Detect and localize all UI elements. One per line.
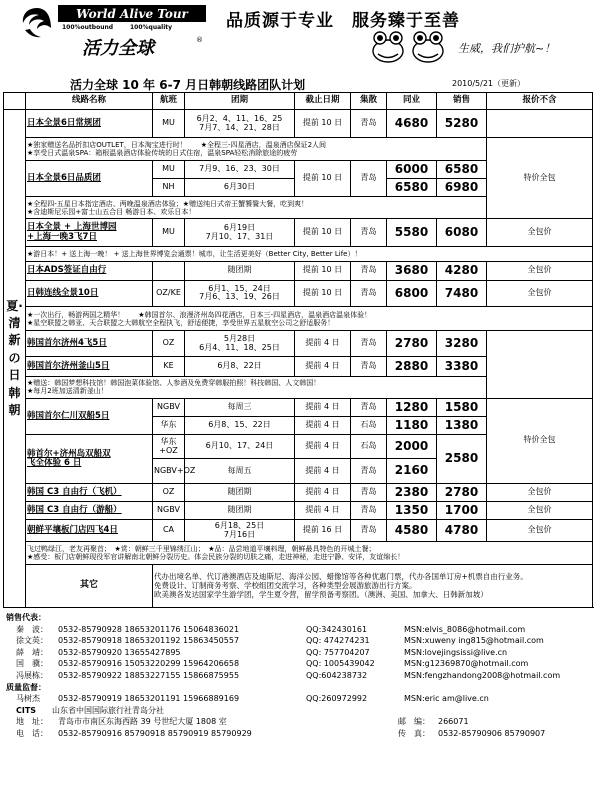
dates bbox=[185, 520, 295, 542]
gather: 青岛 bbox=[351, 219, 387, 247]
phone-row bbox=[6, 728, 590, 740]
route-name: 日韩连线全景10日 bbox=[26, 280, 153, 306]
rep-name: 徐文英： bbox=[16, 636, 48, 646]
peer-price: 2000 bbox=[387, 435, 437, 459]
retail-price: 6580 bbox=[437, 160, 487, 178]
retail-price: 2580 bbox=[437, 435, 487, 483]
excludes: 全包价 bbox=[487, 520, 593, 542]
table-row bbox=[4, 261, 593, 280]
company-en: CITS bbox=[16, 705, 37, 715]
retail-price: 4780 bbox=[437, 520, 487, 542]
date-line: 5月28日 bbox=[223, 334, 256, 344]
zip-label: 邮 编： bbox=[398, 717, 430, 727]
col-flight: 航班 bbox=[153, 93, 185, 110]
deadline: 提前 4 日 bbox=[295, 331, 351, 357]
route-name: 朝鲜平壤板门店四飞4日 bbox=[26, 520, 153, 542]
dates bbox=[185, 219, 295, 247]
rep-phones: 0532-85790922 18853227155 15866875955 bbox=[58, 670, 240, 680]
peer-price: 4680 bbox=[387, 110, 437, 138]
retail-price: 4280 bbox=[437, 261, 487, 280]
retail-price: 7480 bbox=[437, 280, 487, 306]
contacts bbox=[6, 612, 590, 740]
company-cn: 山东省中国国际旅行社青岛分社 bbox=[52, 705, 164, 715]
peer-price: 5580 bbox=[387, 219, 437, 247]
flight: MU bbox=[153, 219, 185, 247]
route-note bbox=[26, 196, 487, 218]
rep-name: 薛 靖： bbox=[16, 647, 48, 657]
rep-qq: QQ: 474274231 bbox=[306, 636, 370, 646]
table-row bbox=[4, 138, 593, 160]
rep-msn: MSN:elvis_8086@hotmail.com bbox=[404, 624, 526, 634]
note-line: ★含迪斯尼乐园+富士山五合目 畅游日本、欢乐日本！ bbox=[27, 207, 196, 216]
supervisor-msn: MSN:eric am@live.cn bbox=[404, 694, 489, 704]
dates: 6月8、15、22日 bbox=[185, 417, 295, 435]
sales-rep bbox=[6, 658, 590, 670]
update-date: 2010/5/21（更新） bbox=[452, 79, 526, 88]
deadline: 提前 4 日 bbox=[295, 435, 351, 459]
peer-price: 1280 bbox=[387, 398, 437, 416]
route-name bbox=[26, 435, 153, 483]
other-label: 其它 bbox=[26, 565, 153, 608]
registered-mark: ® bbox=[196, 36, 203, 44]
brand-quality: 100%quality bbox=[130, 24, 173, 31]
flight: MU bbox=[153, 160, 185, 178]
col-gather: 集散 bbox=[351, 93, 387, 110]
dates bbox=[185, 280, 295, 306]
gather: 青岛 bbox=[351, 280, 387, 306]
peer-price: 1180 bbox=[387, 417, 437, 435]
excludes bbox=[487, 331, 593, 399]
note-line: ★全程四-五星日本指定酒店、两晚温泉酒店体验；★赠送纯日式帝王蟹饕餮大餐，吃到爽！ bbox=[27, 199, 309, 208]
deadline: 提前 16 日 bbox=[295, 520, 351, 542]
excludes bbox=[487, 110, 593, 138]
rep-phones: 0532-85790918 18653201192 15863450557 bbox=[58, 636, 240, 646]
supervisor-phones: 0532-85790919 18653201191 15966889169 bbox=[58, 694, 240, 704]
deadline: 提前 10 日 bbox=[295, 110, 351, 138]
peer-price: 6580 bbox=[387, 178, 437, 196]
note-line: ★游日本！+ 送上海一晚！ + 送上海世界博览会通票！城市，让生活更美好（Better City, Better Life）！ bbox=[27, 249, 362, 258]
dates: 7月9、16、23、30日 bbox=[185, 160, 295, 178]
retail-price: 6080 bbox=[437, 219, 487, 247]
deadline: 提前 4 日 bbox=[295, 417, 351, 435]
rep-phones: 0532-85790928 18653201176 15064836021 bbox=[58, 624, 240, 634]
table-row bbox=[4, 542, 593, 565]
gather: 青岛 bbox=[351, 160, 387, 196]
flight: OZ bbox=[153, 331, 185, 357]
note-line: ★赠送：韩国梦想科技馆！韩国泡菜体验馆、人参酒及免费穿韩服拍照！科技韩国、人文韩国！ bbox=[27, 379, 321, 388]
excludes: 全包价 bbox=[487, 483, 593, 501]
sales-title-row bbox=[6, 612, 590, 624]
excludes: 特价全包 bbox=[487, 138, 593, 219]
flight: 华东+OZ bbox=[153, 435, 185, 459]
deadline: 提前 10 日 bbox=[295, 219, 351, 247]
excludes: 全包价 bbox=[487, 280, 593, 306]
tour-schedule-table bbox=[3, 92, 593, 608]
retail-price: 1580 bbox=[437, 398, 487, 416]
peer-price: 1350 bbox=[387, 501, 437, 519]
table-row bbox=[4, 520, 593, 542]
dates: 随团期 bbox=[185, 261, 295, 280]
retail-price: 1700 bbox=[437, 501, 487, 519]
other-line: 代办出境名单、代订港澳酒店及迪斯尼、海洋公园、蜡像馆等各种优惠门票，代办各国单订房+机票自由行业务。 bbox=[154, 572, 528, 582]
col-retail: 销售 bbox=[437, 93, 487, 110]
rep-name: 秦 波： bbox=[16, 624, 48, 634]
flight: OZ/KE bbox=[153, 280, 185, 306]
rep-msn: MSN:xuweny ing815@hotmail.com bbox=[404, 636, 544, 646]
route-name-line: 飞全体验 6 日 bbox=[27, 457, 82, 468]
dates: 6月30日 bbox=[185, 178, 295, 196]
route-name: 韩国首尔济州4飞5日 bbox=[26, 331, 153, 357]
dates: 6月10、17、24日 bbox=[185, 435, 295, 459]
brand-en: World Alive Tour bbox=[58, 5, 206, 22]
route-name: 韩国 C3 自由行（游船） bbox=[26, 501, 153, 519]
table-row bbox=[4, 280, 593, 306]
deadline: 提前 4 日 bbox=[295, 398, 351, 416]
rep-msn: MSN:lovejingsissi@live.cn bbox=[404, 647, 508, 657]
table-row bbox=[4, 483, 593, 501]
table-row bbox=[4, 247, 593, 261]
route-name: 日本ADS签证自由行 bbox=[26, 261, 153, 280]
retail-price: 3280 bbox=[437, 331, 487, 357]
rep-qq: QQ:604238732 bbox=[306, 670, 368, 680]
other-services-row bbox=[4, 565, 593, 608]
fax-label: 传 真： bbox=[398, 728, 430, 738]
retail-price: 1380 bbox=[437, 417, 487, 435]
excludes: 特价全包 bbox=[487, 398, 593, 483]
peer-price: 2380 bbox=[387, 483, 437, 501]
deadline: 提前 4 日 bbox=[295, 483, 351, 501]
route-name-line: +上海一晚3飞7日 bbox=[27, 231, 97, 242]
gather: 青岛 bbox=[351, 261, 387, 280]
route-name-line: 日本全景 + 上海世博园 bbox=[27, 222, 117, 233]
gather: 青岛 bbox=[351, 459, 387, 483]
side-label-text: 夏·清新の日韩朝 bbox=[6, 298, 23, 418]
dates: 每周五 bbox=[185, 459, 295, 483]
peer-price: 2880 bbox=[387, 357, 437, 376]
dates: 每周三 bbox=[185, 398, 295, 416]
table-row bbox=[4, 219, 593, 247]
retail-price: 5280 bbox=[437, 110, 487, 138]
peer-price: 6800 bbox=[387, 280, 437, 306]
route-note bbox=[26, 376, 487, 398]
table-row bbox=[4, 398, 593, 416]
peer-price: 2160 bbox=[387, 459, 437, 483]
retail-price: 2780 bbox=[437, 483, 487, 501]
rep-phones: 0532-85790916 15053220299 15964206658 bbox=[58, 659, 240, 669]
rep-msn: MSN:fengzhandong2008@hotmail.com bbox=[404, 670, 561, 680]
route-name bbox=[26, 219, 153, 247]
note-line: ★享受日式温泉SPA：箱根温泉酒店体验传统的日式住宿，温泉SPA轻松消除旅途的疲劳 bbox=[27, 149, 298, 158]
gather: 石岛 bbox=[351, 417, 387, 435]
rep-qq: QQ: 757704207 bbox=[306, 647, 370, 657]
route-name: 韩国首尔仁川双船5日 bbox=[26, 398, 153, 434]
date-line: 6月1、15、24日 bbox=[208, 283, 271, 293]
flight: NH bbox=[153, 178, 185, 196]
deadline: 提前 10 日 bbox=[295, 160, 351, 196]
col-route: 线路名称 bbox=[26, 93, 153, 110]
tagline: 生威，我们护航~！ bbox=[458, 42, 556, 55]
retail-price: 6980 bbox=[437, 178, 487, 196]
col-dates: 团期 bbox=[185, 93, 295, 110]
flight bbox=[153, 261, 185, 280]
peer-price: 6000 bbox=[387, 160, 437, 178]
route-name-line: 韩首尔+济州岛双船双 bbox=[27, 448, 111, 459]
other-services bbox=[153, 565, 593, 608]
gather: 石岛 bbox=[351, 435, 387, 459]
fax: 0532-85790906 85790907 bbox=[438, 728, 546, 738]
date-line: 7月6、13、19、26日 bbox=[199, 292, 280, 302]
route-note bbox=[26, 306, 593, 330]
brand-outbound: 100%outbound bbox=[62, 24, 114, 31]
col-peer: 同业 bbox=[387, 93, 437, 110]
rep-msn: MSN:g12369870@hotmail.com bbox=[404, 659, 529, 669]
brand-cn: 活力全球 bbox=[82, 38, 154, 59]
note-line: ★感受：板门店朝鲜现役军官讲解南北朝鲜分裂历史。体会民族分裂的切肤之痛，走进神秘，走进宁静、安详，友谊绵长！ bbox=[27, 553, 405, 562]
date-line: 7月7、14、21、28日 bbox=[199, 122, 280, 132]
peer-price: 2780 bbox=[387, 331, 437, 357]
document-title: 活力全球 10 年 6-7 月日韩朝线路团队计划 bbox=[70, 78, 306, 92]
route-note bbox=[26, 138, 487, 160]
sales-rep bbox=[6, 624, 590, 636]
address: 青岛市市南区东海西路 39 号世纪大厦 1808 室 bbox=[58, 717, 227, 727]
gather: 青岛 bbox=[351, 520, 387, 542]
supervisor-row bbox=[6, 693, 590, 705]
flight: NGBV+OZ bbox=[153, 459, 185, 483]
flight: OZ bbox=[153, 483, 185, 501]
route-name: 韩国 C3 自由行（飞机） bbox=[26, 483, 153, 501]
dates bbox=[185, 331, 295, 357]
table-header bbox=[4, 93, 593, 110]
table-row bbox=[4, 110, 593, 138]
excludes: 全包价 bbox=[487, 219, 593, 247]
note-line: 飞过鸭绿江，老友再聚首； ★赏：朝鲜三千里锦绣江山； ★品：品尝地道平壤料理，朝鲜最具特色的开城土餐； bbox=[27, 545, 376, 554]
flight: MU bbox=[153, 110, 185, 138]
sales-rep bbox=[6, 635, 590, 647]
company-row bbox=[6, 705, 590, 717]
note-line: ★星空联盟之韩亚、天合联盟之大韩航空全程执飞，舒适便捷，享受世界五星航空公司之舒适服务！ bbox=[27, 318, 335, 327]
col-excludes: 报价不含 bbox=[487, 93, 593, 110]
excludes: 全包价 bbox=[487, 501, 593, 519]
address-label: 地 址： bbox=[16, 717, 48, 727]
deadline: 提前 4 日 bbox=[295, 459, 351, 483]
gather: 青岛 bbox=[351, 398, 387, 416]
gather: 青岛 bbox=[351, 357, 387, 376]
deadline: 提前 4 日 bbox=[295, 501, 351, 519]
date-line: 7月16日 bbox=[223, 529, 256, 539]
supervisor-name: 马树杰 bbox=[16, 694, 40, 704]
date-line: 6月19日 bbox=[223, 223, 256, 232]
date-line: 7月10、17、31日 bbox=[205, 231, 274, 241]
route-note bbox=[26, 542, 593, 565]
date-line: 6月18、25日 bbox=[214, 520, 265, 530]
flight: CA bbox=[153, 520, 185, 542]
flight: KE bbox=[153, 357, 185, 376]
peer-price: 4580 bbox=[387, 520, 437, 542]
sales-title: 销售代表： bbox=[6, 613, 46, 622]
gather: 青岛 bbox=[351, 110, 387, 138]
supervisor-title-row bbox=[6, 682, 590, 694]
dates bbox=[185, 110, 295, 138]
sales-rep bbox=[6, 670, 590, 682]
dates: 6月8、22日 bbox=[185, 357, 295, 376]
table-row bbox=[4, 306, 593, 330]
table-row bbox=[4, 331, 593, 357]
table-row bbox=[4, 501, 593, 519]
address-row bbox=[6, 716, 590, 728]
supervisor-qq: QQ:260972992 bbox=[306, 694, 368, 704]
supervisor-title: 质量监督： bbox=[6, 682, 46, 692]
zip: 266071 bbox=[438, 717, 469, 727]
phone-label: 电 话： bbox=[16, 728, 48, 738]
dates: 随团期 bbox=[185, 483, 295, 501]
gather: 青岛 bbox=[351, 501, 387, 519]
flight: NGBV bbox=[153, 501, 185, 519]
side-label bbox=[4, 110, 26, 608]
sales-rep bbox=[6, 647, 590, 659]
frog-mascots-icon bbox=[370, 30, 448, 64]
dates: 随团期 bbox=[185, 501, 295, 519]
rep-qq: QQ:342430161 bbox=[306, 624, 368, 634]
route-note bbox=[26, 247, 593, 261]
rep-name: 国 骥： bbox=[16, 659, 48, 669]
rep-qq: QQ: 1005439042 bbox=[306, 659, 375, 669]
header bbox=[0, 0, 595, 72]
slogan: 品质源于专业 服务臻于至善 bbox=[226, 11, 460, 31]
col-deadline: 截止日期 bbox=[295, 93, 351, 110]
gather: 青岛 bbox=[351, 331, 387, 357]
retail-price: 3380 bbox=[437, 357, 487, 376]
rep-name: 冯展栋： bbox=[16, 670, 48, 680]
phone: 0532-85790916 85790918 85790919 85790929 bbox=[58, 728, 252, 738]
route-name: 日本全景6日品质团 bbox=[26, 160, 153, 196]
note-line: ★每月2班加送清新釜山！ bbox=[27, 387, 108, 396]
note-line: ★一次出行，畅游两国之精华！ ★韩国首尔、浪漫济州岛四花酒店，日本三-四星酒店，温泉酒店温泉体验！ bbox=[27, 310, 372, 319]
other-line: 免费设计、订制商务考察、学校组团交流学习，各种类型会展游旅游出行方案。 bbox=[154, 580, 417, 590]
swirl-logo-icon bbox=[20, 6, 54, 40]
flight: NGBV bbox=[153, 398, 185, 416]
other-line: 欧美澳各发达国家学生游学团，学生夏令营，留学预备考察团。（澳洲、美国、加拿大、日韩新加坡） bbox=[154, 589, 488, 599]
route-name: 韩国首尔济州釜山5日 bbox=[26, 357, 153, 376]
date-line: 6月4、11、18、25日 bbox=[199, 342, 280, 352]
deadline: 提前 10 日 bbox=[295, 261, 351, 280]
rep-phones: 0532-85790920 13655427895 bbox=[58, 647, 181, 657]
route-name: 日本全景6日常规团 bbox=[26, 110, 153, 138]
peer-price: 3680 bbox=[387, 261, 437, 280]
gather: 青岛 bbox=[351, 483, 387, 501]
deadline: 提前 10 日 bbox=[295, 280, 351, 306]
flight: 华东 bbox=[153, 417, 185, 435]
note-line: ★独家赠送名品折扣店OUTLET，日本淘宝进行时！ ★全程三-四星酒店，温泉酒店保证2人间 bbox=[27, 140, 327, 149]
excludes: 全包价 bbox=[487, 261, 593, 280]
deadline: 提前 4 日 bbox=[295, 357, 351, 376]
date-line: 6月2、4、11、16、25 bbox=[196, 113, 283, 123]
